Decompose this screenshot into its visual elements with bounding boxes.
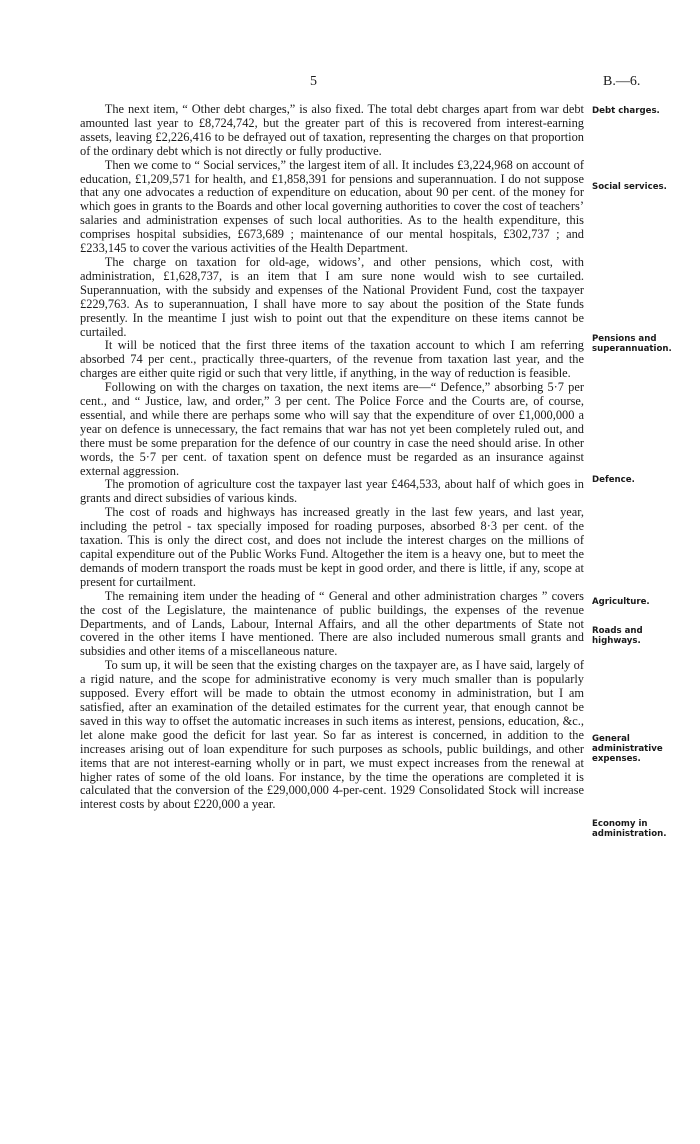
paragraph-social-services: Then we come to “ Social services,” the largest item of all. It includes £3,224,968 on account of education, £1,209,571 for health, and £1,858,391 for pensions and superannuation. I do not suppose that any one advocates a reduction of expenditure on education, about 90 per cent. of the money for which goes in grants to the Boards and other local governing authorities to cover the cost of teachers’ salaries and administration expenses of such local authorities. As to the health expenditure, this comprises hospital subsidies, £673,689 ; maintenance of our mental hospitals, £302,737 ; and £233,145 to cover the various activities of the Health Department.	[80, 157, 584, 256]
margin-note-general-administration: General administrative expenses.	[592, 734, 663, 764]
paragraph-agriculture: The promotion of agriculture cost the taxpayer last year £464,533, about half of which goes in grants and direct subsidies of various kinds.	[80, 477, 584, 506]
page-number: 5	[310, 74, 317, 89]
margin-note-defence: Defence.	[592, 475, 635, 485]
margin-note-pensions: Pensions and superannuation.	[592, 334, 672, 354]
paragraph-general-administration: The remaining item under the heading of “ General and other administration charges ” covers the cost of the Legislature, the maintenance of public buildings, the expenses of the revenue Departments, and of Lands, Labour, Internal Affairs, and all the other departments of State not covered in the other items I have mentioned. There are also included numerous small grants and subsidies and other items of a miscellaneous nature.	[80, 588, 584, 659]
margin-note-debt-charges: Debt charges.	[592, 106, 660, 116]
paragraph-taxation-summary: It will be noticed that the first three items of the taxation account to which I am referring absorbed 74 per cent., practically three-quarters, of the revenue from taxation last year, and the charges are either quite rigid or such that very little, if anything, in the way of reduction is feasible.	[80, 338, 584, 381]
margin-note-social-services: Social services.	[592, 182, 667, 192]
paragraph-debt-charges: The next item, “ Other debt charges,” is also fixed. The total debt charges apart from war debt amounted last year to £8,724,742, but the greater part of this is recovered from interest-earning assets, leaving £2,226,416 to be defrayed out of taxation, representing the charges on that proportion of the ordinary debt which is not directly or fully productive.	[80, 102, 584, 158]
margin-note-economy: Economy in administration.	[592, 819, 667, 839]
body-text	[80, 103, 584, 812]
document-code: B.—6.	[603, 74, 641, 89]
margin-note-agriculture: Agriculture.	[592, 597, 650, 607]
paragraph-pensions: The charge on taxation for old-age, widows’, and other pensions, which cost, with administration, £1,628,737, is an item that I am sure none would wish to see curtailed. Superannuation, with the subsidy and expenses of the National Provident Fund, cost the taxpayer £229,763. As to superannuation, I shall have more to say about the position of the State funds presently. In the meantime I just wish to point out that the expenditure on these items cannot be curtailed.	[80, 254, 584, 339]
paragraph-economy: To sum up, it will be seen that the existing charges on the taxpayer are, as I have said, largely of a rigid nature, and the scope for administrative economy is very much smaller than is popularly supposed. Every effort will be made to obtain the utmost economy in administration, but I am satisfied, after an examination of the detailed estimates for the current year, that enough cannot be saved in this way to offset the automatic increases in such items as interest, pensions, education, &c., let alone make good the deficit for last year. So far as interest is concerned, in addition to the increases arising out of loan expenditure for such purposes as schools, public buildings, and other items that are not interest-earning wholly or in part, we must expect increases from the renewal at higher rates of some of the old loans. For instance, by the time the operations are completed it is calculated that the conversion of the £29,000,000 4-per-cent. 1929 Consolidated Stock will increase interest costs by about £220,000 a year.	[80, 658, 584, 812]
paragraph-defence: Following on with the charges on taxation, the next items are—“ Defence,” absorbing 5·7 per cent., and “ Justice, law, and order,” 3 per cent. The Police Force and the Courts are, of course, essential, and while there are perhaps some who will say that the expenditure of over £1,000,000 a year on defence is unnecessary, the fact remains that war has not yet been completely ruled out, and there must be some preparation for the defence of our country in case the need should arise. In other words, the 5·7 per cent. of taxation spent on defence must be regarded as an insurance against external aggression.	[80, 380, 584, 478]
paragraph-roads: The cost of roads and highways has increased greatly in the last few years, and last year, including the petrol - tax specially imposed for roading purposes, absorbed 8·3 per cent. of the taxation. This is only the direct cost, and does not include the interest charges on the millions of capital expenditure out of the Public Works Fund. Altogether the item is a heavy one, but to meet the demands of modern transport the roads must be kept in good order, and there is little, if any, scope at present for curtailment.	[80, 505, 584, 589]
margin-note-roads: Roads and highways.	[592, 626, 643, 646]
